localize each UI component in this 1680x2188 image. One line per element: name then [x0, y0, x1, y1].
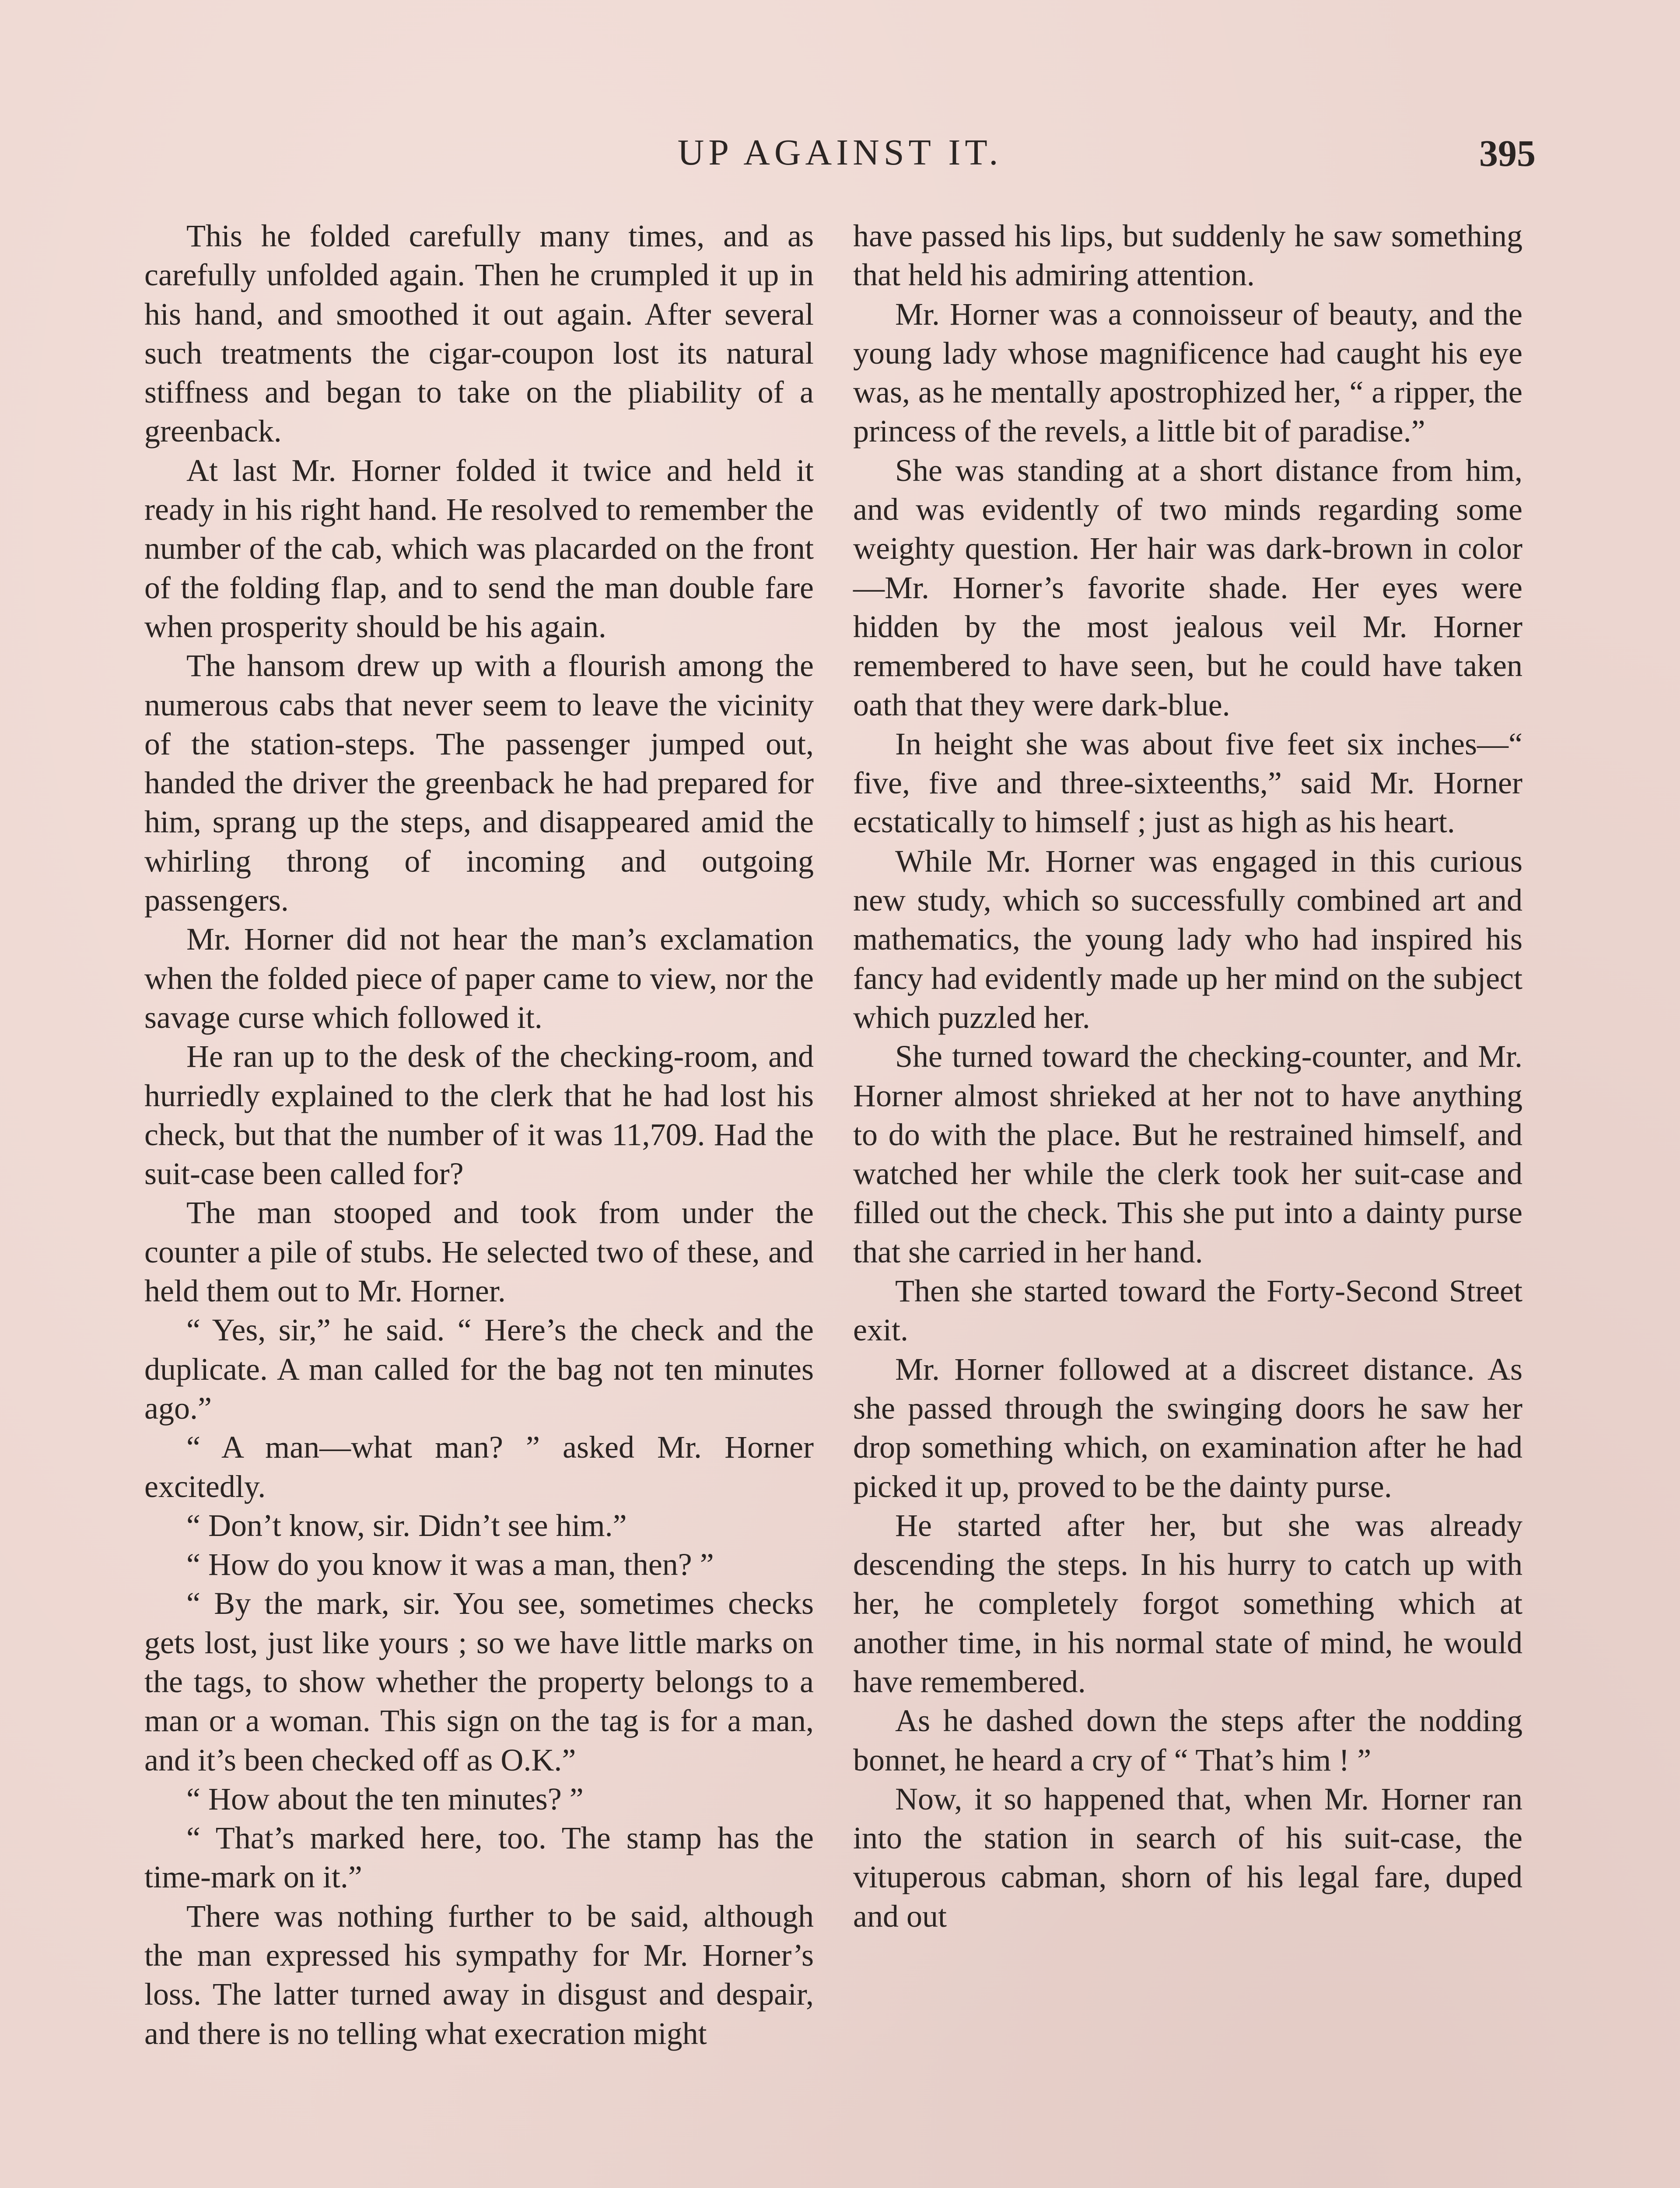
- paragraph: As he dashed down the steps after the nodding bonnet, he heard a cry of “ That’s him ! ”: [853, 1703, 1522, 1778]
- paragraph: have passed his lips, but suddenly he saw something that held his admiring attention.: [853, 218, 1522, 293]
- paragraph: In height she was about five feet six inches—“ five, five and three-sixteenths,” said Mr. Horner ecstatically to himself ; just as high as his heart.: [853, 726, 1522, 840]
- paragraph: There was nothing further to be said, although the man expressed his sympathy for Mr. Horner’s loss. The latter turned away in disgust and despair, and there is no telling what execration might: [144, 1898, 814, 2051]
- left-column: [144, 217, 814, 2053]
- paragraph: “ How about the ten minutes? ”: [186, 1781, 584, 1816]
- paragraph: Then she started toward the Forty-Second Street exit.: [853, 1273, 1522, 1348]
- right-column: [853, 217, 1522, 1936]
- paragraph: He started after her, but she was already descending the steps. In his hurry to catch up with her, he completely forgot something which at another time, in his normal state of mind, he would have remembered.: [853, 1508, 1522, 1699]
- paragraph: Mr. Horner followed at a discreet distance. As she passed through the swinging doors he saw her drop something which, on examination after he had picked it up, proved to be the dainty purse.: [853, 1351, 1522, 1504]
- running-head: [144, 131, 1536, 179]
- paragraph: “ How do you know it was a man, then? ”: [186, 1547, 714, 1582]
- paragraph: The hansom drew up with a flourish among the numerous cabs that never seem to leave the vicinity of the station-steps. The passenger jumped out, handed the driver the greenback he had prepared for him, sprang up the steps, and disappeared amid the whirling throng of incoming and outgoing passengers.: [144, 648, 814, 918]
- paragraph: Mr. Horner did not hear the man’s exclamation when the folded piece of paper came to view, nor the savage curse which followed it.: [144, 922, 814, 1035]
- paragraph: “ By the mark, sir. You see, sometimes checks gets lost, just like yours ; so we have little marks on the tags, to show whether the property belongs to a man or a woman. This sign on the tag is for a man, and it’s been checked off as O.K.”: [144, 1586, 814, 1778]
- paragraph: The man stooped and took from under the counter a pile of stubs. He selected two of these, and held them out to Mr. Horner.: [144, 1195, 814, 1309]
- paragraph: At last Mr. Horner folded it twice and held it ready in his right hand. He resolved to remember the number of the cab, which was placarded on the front of the folding flap, and to send the man double fare when prosperity should be his again.: [144, 452, 814, 644]
- paragraph: “ Yes, sir,” he said. “ Here’s the check and the duplicate. A man called for the bag not ten minutes ago.”: [144, 1312, 814, 1426]
- paragraph: She was standing at a short distance from him, and was evidently of two minds regarding some weighty question. Her hair was dark-brown in color—Mr. Horner’s favorite shade. Her eyes were hidden by the most jealous veil Mr. Horner remembered to have seen, but he could have taken oath that they were dark-blue.: [853, 452, 1522, 722]
- page-number: 395: [1479, 132, 1536, 174]
- paragraph: Now, it so happened that, when Mr. Horner ran into the station in search of his suit-case, the vituperous cabman, shorn of his legal fare, duped and out: [853, 1781, 1522, 1934]
- paragraph: He ran up to the desk of the checking-room, and hurriedly explained to the clerk that he had lost his check, but that the number of it was 11,709. Had the suit-case been called for?: [144, 1039, 814, 1192]
- paragraph: While Mr. Horner was engaged in this curious new study, which so successfully combined art and mathematics, the young lady who had inspired his fancy had evidently made up her mind on the subject which puzzled her.: [853, 843, 1522, 1035]
- paragraph: Mr. Horner was a connoisseur of beauty, and the young lady whose magnificence had caught his eye was, as he mentally apostrophized her, “ a ripper, the princess of the revels, a little bit of paradise.”: [853, 296, 1522, 449]
- paragraph: She turned toward the checking-counter, and Mr. Horner almost shrieked at her not to have anything to do with the place. But he restrained himself, and watched her while the clerk took her suit-case and filled out the check. This she put into a dainty purse that she carried in her hand.: [853, 1039, 1522, 1269]
- running-title: UP AGAINST IT.: [677, 132, 1003, 173]
- paragraph: “ That’s marked here, too. The stamp has the time-mark on it.”: [144, 1820, 814, 1895]
- paragraph: “ Don’t know, sir. Didn’t see him.”: [186, 1508, 627, 1543]
- paragraph: “ A man—what man? ” asked Mr. Horner excitedly.: [144, 1430, 814, 1504]
- paragraph: This he folded carefully many times, and as carefully unfolded again. Then he crumpled it up in his hand, and smoothed it out again. After several such treatments the cigar-coupon lost its natural stiffness and began to take on the pliability of a greenback.: [144, 218, 814, 449]
